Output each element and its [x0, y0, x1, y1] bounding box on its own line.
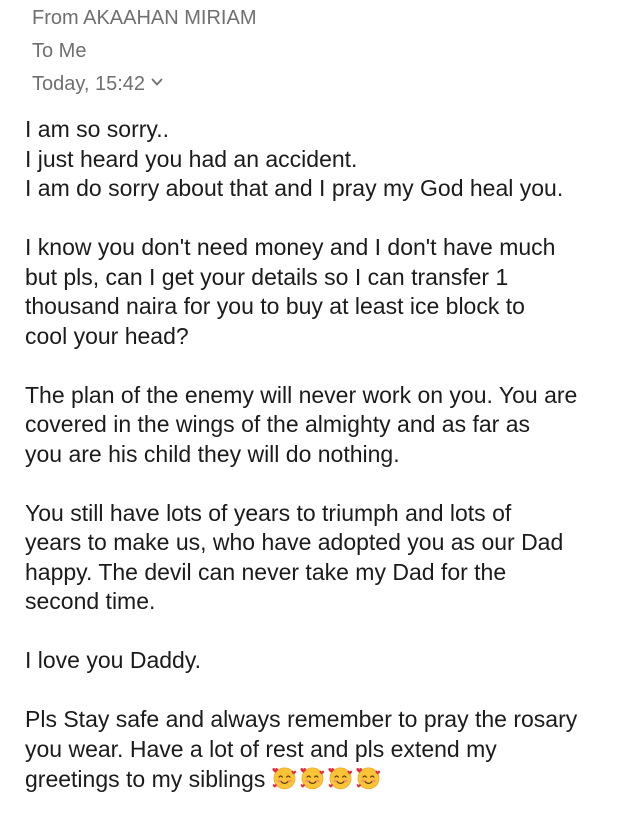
- message-paragraph-1: [25, 115, 625, 204]
- smiling-face-with-hearts-icon: [299, 764, 326, 799]
- message-line: thousand naira for you to buy at least ice block to: [25, 293, 525, 319]
- message-line-text: greetings to my siblings: [25, 766, 266, 792]
- message-line: second time.: [25, 588, 156, 614]
- recipient-line[interactable]: [32, 35, 620, 68]
- message-line: I just heard you had an accident.: [25, 145, 358, 172]
- message-line: covered in the wings of the almighty and as far as: [25, 411, 531, 437]
- message-last-line: [25, 764, 625, 799]
- recipient-text: To Me: [32, 40, 87, 62]
- smiling-face-with-hearts-icon: [327, 764, 354, 799]
- message-line: You still have lots of years to triumph and lots of: [25, 499, 512, 526]
- message-line: I am so sorry..: [25, 116, 169, 142]
- message-line: The plan of the enemy will never work on you. You are: [25, 381, 578, 408]
- email-header: [32, 2, 620, 101]
- message-line: I am do sorry about that and I pray my God heal you.: [25, 175, 564, 201]
- message-line: happy. The devil can never take my Dad for the: [25, 558, 507, 585]
- timestamp-line[interactable]: [32, 68, 620, 101]
- message-paragraph-6: [25, 705, 625, 799]
- chevron-down-icon[interactable]: [151, 76, 163, 88]
- smiling-face-with-hearts-icon: [271, 764, 298, 799]
- smiling-face-with-hearts-icon: [355, 764, 382, 799]
- message-line: but pls, can I get your details so I can transfer 1: [25, 263, 509, 290]
- message-line: I love you Daddy.: [25, 647, 202, 673]
- message-paragraph-2: [25, 233, 625, 351]
- message-line: years to make us, who have adopted you as our Dad: [25, 529, 564, 555]
- message-paragraph-4: [25, 499, 625, 617]
- sender-text: From AKAAHAN MIRIAM: [32, 7, 257, 29]
- timestamp-text: Today, 15:42: [32, 73, 146, 95]
- message-line: you wear. Have a lot of rest and pls extend my: [25, 735, 497, 762]
- message-line: cool your head?: [25, 322, 189, 349]
- message-body: [25, 115, 625, 828]
- message-line: you are his child they will do nothing.: [25, 440, 400, 467]
- message-line: Pls Stay safe and always remember to pray the rosary: [25, 706, 578, 732]
- message-paragraph-3: [25, 381, 625, 470]
- message-line: I know you don't need money and I don't have much: [25, 234, 556, 260]
- emoji-group: [271, 764, 382, 799]
- sender-line[interactable]: [32, 2, 620, 35]
- message-paragraph-5: [25, 646, 625, 676]
